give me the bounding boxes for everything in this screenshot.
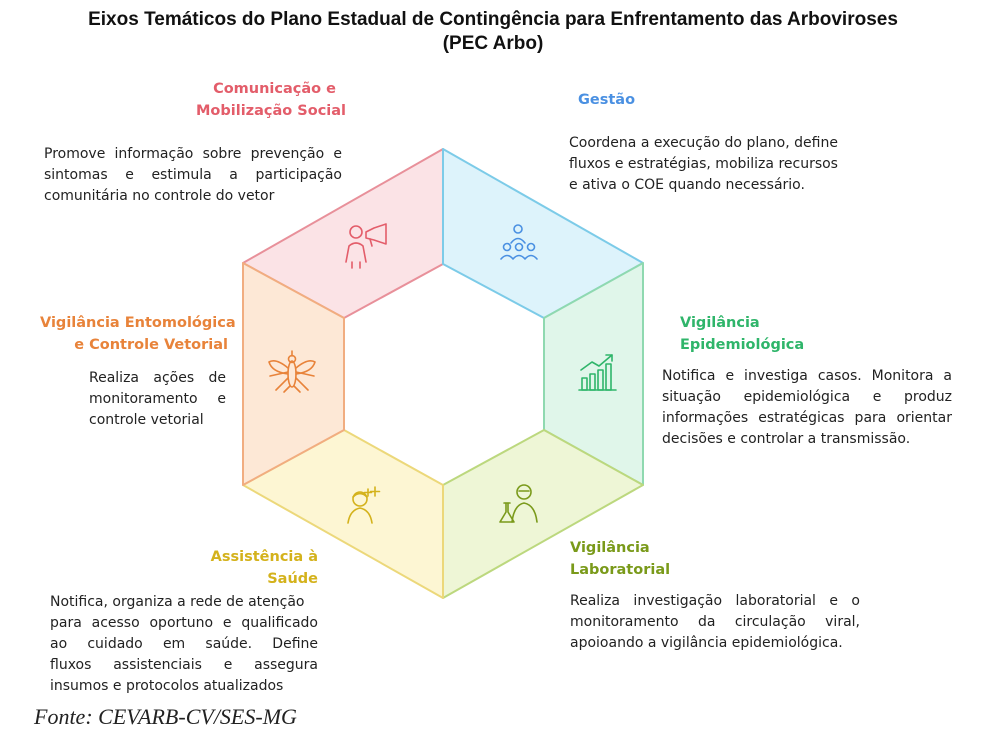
text-epidemiology: Notifica e investiga casos. Monitora a situação epidemiológica e produz informações estratégicas para orientar decisões e controlar a transmissão.	[662, 368, 952, 447]
text-assistance: Notifica, organiza a rede de atenção para acesso oportuno e qualificado ao cuidado em saúde. Define fluxos assistenciais e assegura insumos e protocolos atualizados	[50, 594, 318, 694]
text-laboratory: Realiza investigação laboratorial e o monitoramento da circulação viral, apoioando a vigilância epidemiológica.	[570, 593, 860, 651]
title-line-2: (PEC Arbo)	[442, 33, 544, 54]
heading-epidemiology: Vigilância Epidemiológica	[680, 315, 805, 353]
title-line-1: Eixos Temáticos do Plano Estadual de Contingência para Enfrentamento das Arboviroses	[88, 9, 898, 30]
text-management: Coordena a execução do plano, define fluxos e estratégias, mobiliza recursos e ativa o COE quando necessário.	[569, 135, 838, 193]
heading-entomology: Vigilância Entomológica e Controle Vetorial	[40, 315, 236, 353]
text-communication: Promove informação sobre prevenção e sintomas e estimula a participação comunitária no controle do vetor	[44, 146, 342, 204]
heading-communication: Comunicação e Mobilização Social	[196, 81, 347, 119]
heading-management: Gestão	[578, 92, 636, 108]
source-caption: Fonte: CEVARB-CV/SES-MG	[34, 704, 297, 729]
text-entomology: Realiza ações de monitoramento e controle vetorial	[89, 370, 226, 428]
heading-laboratory: Vigilância Laboratorial	[570, 540, 671, 578]
heading-assistance: Assistência à Saúde	[210, 549, 318, 587]
